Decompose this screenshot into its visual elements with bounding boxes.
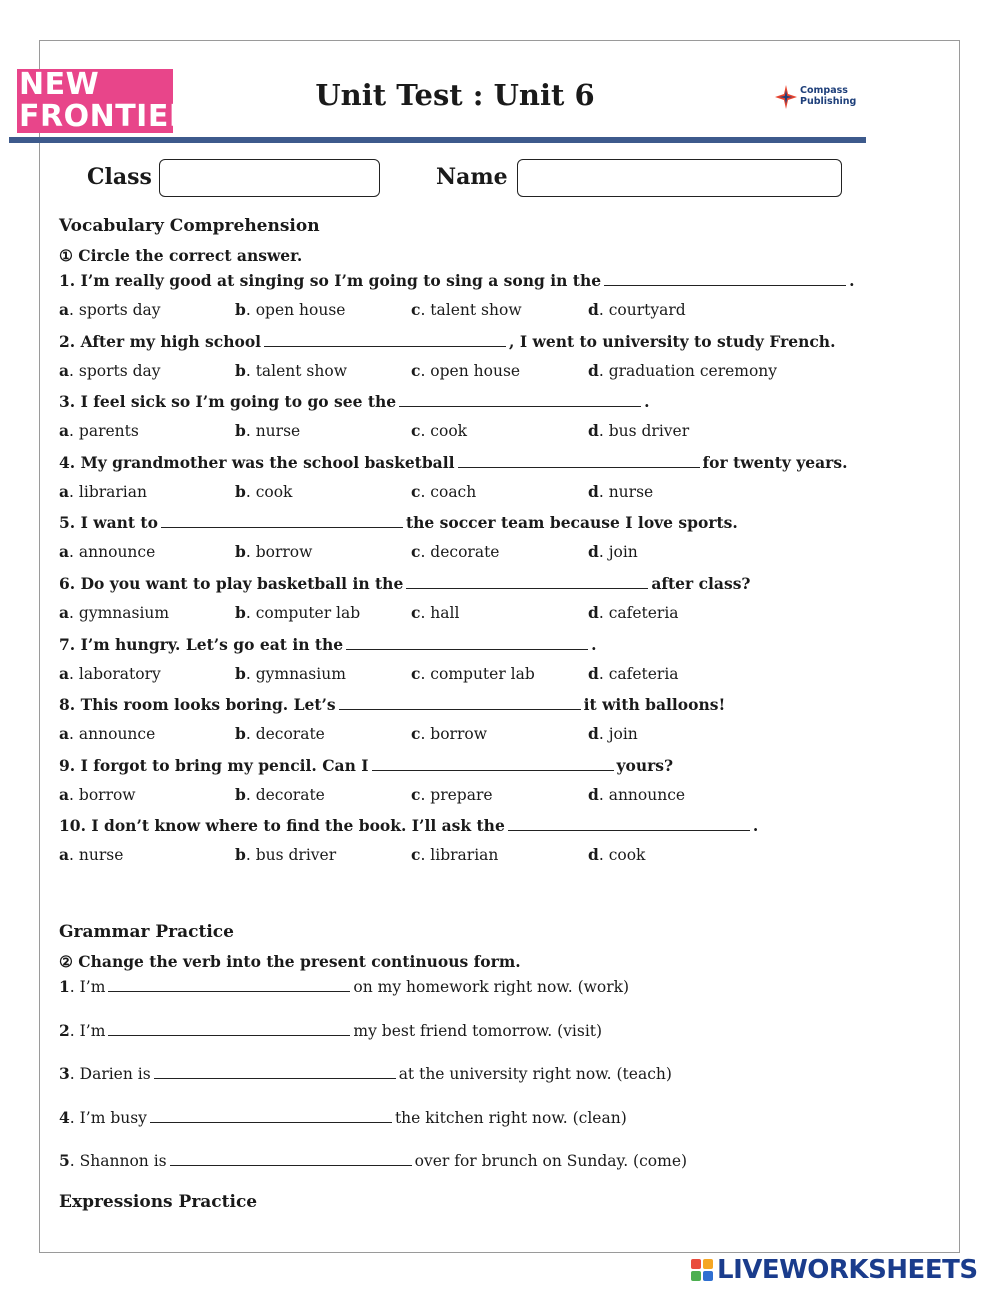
answer-blank[interactable] — [154, 1063, 396, 1079]
answer-blank[interactable] — [508, 815, 750, 831]
option-text: . gymnasium — [69, 604, 170, 622]
vocab-question — [59, 452, 847, 472]
answer-blank[interactable] — [604, 270, 846, 286]
option-letter: a — [59, 481, 70, 501]
option-letter: c — [411, 663, 421, 683]
answer-option[interactable] — [411, 542, 499, 561]
option-letter: c — [411, 542, 421, 562]
option-text: . join — [598, 725, 638, 744]
answer-option[interactable] — [59, 542, 155, 561]
question-text-end: . — [752, 816, 759, 836]
compass-star-icon — [774, 84, 798, 110]
option-letter: b — [235, 724, 246, 744]
option-letter: c — [411, 603, 421, 622]
logo-tile — [703, 1271, 713, 1281]
option-letter: a — [59, 360, 70, 380]
item-number: 3 — [59, 1064, 70, 1083]
answer-option[interactable] — [235, 724, 325, 743]
question-text-end: it with balloons! — [583, 695, 726, 715]
vocab-question — [59, 391, 650, 411]
answer-option[interactable] — [588, 482, 653, 501]
name-label: Name — [436, 164, 508, 190]
option-text: . nurse — [69, 846, 124, 865]
answer-option[interactable] — [235, 421, 300, 440]
option-text: . computer lab — [245, 604, 361, 622]
option-letter: a — [59, 845, 70, 865]
option-letter: d — [588, 300, 599, 319]
answer-option[interactable] — [588, 542, 638, 561]
answer-option[interactable] — [588, 724, 638, 743]
item-text: . I’m busy — [69, 1108, 147, 1127]
question-text-end: . — [849, 271, 855, 290]
grammar-item — [59, 976, 629, 996]
vocab-question — [59, 512, 738, 532]
question-text: 10. I don’t know where to find the book. I’ll ask the — [59, 816, 505, 836]
question-text-end: yours? — [616, 755, 674, 775]
option-letter: b — [235, 663, 246, 683]
answer-blank[interactable] — [161, 512, 403, 528]
option-text: . announce — [69, 725, 156, 744]
item-text: . I’m — [69, 978, 106, 996]
option-text: . cafeteria — [598, 604, 679, 622]
answer-option[interactable] — [588, 361, 777, 380]
answer-option[interactable] — [588, 785, 685, 804]
question-text: 1. I’m really good at singing so I’m going to sing a song in the — [59, 271, 602, 290]
item-number: 1 — [59, 977, 70, 996]
answer-option[interactable] — [59, 785, 136, 804]
publisher-line-1: Compass — [800, 85, 848, 96]
option-letter: a — [59, 542, 70, 562]
option-text: . gymnasium — [245, 664, 346, 683]
vocab-question — [59, 331, 835, 351]
brand-line-2: FRONTIERS — [19, 99, 215, 134]
grammar-item — [59, 1063, 672, 1083]
option-text: . announce — [69, 543, 156, 562]
liveworksheets-grid-icon — [691, 1259, 713, 1281]
answer-blank[interactable] — [458, 452, 700, 468]
option-letter: c — [411, 421, 421, 441]
option-text: . cafeteria — [598, 664, 679, 683]
answer-option[interactable] — [411, 300, 522, 319]
option-text: . borrow — [69, 785, 136, 804]
question-text: 3. I feel sick so I’m going to go see the — [59, 392, 397, 412]
question-text: 6. Do you want to play basketball in the — [59, 574, 404, 593]
answer-option[interactable] — [411, 421, 467, 440]
option-letter: d — [588, 421, 599, 441]
answer-option[interactable] — [235, 845, 336, 864]
vocab-question — [59, 815, 758, 835]
answer-blank[interactable] — [150, 1107, 392, 1123]
option-text: . computer lab — [420, 664, 535, 683]
option-text: . librarian — [69, 482, 147, 501]
answer-blank[interactable] — [346, 634, 588, 650]
option-text: . sports day — [69, 301, 161, 319]
answer-option[interactable] — [588, 845, 645, 864]
option-text: . cook — [420, 422, 468, 441]
publisher-line-2: Publishing — [800, 96, 857, 107]
option-letter: b — [235, 360, 246, 380]
option-text: . talent show — [420, 301, 522, 319]
item-number: 5 — [59, 1151, 70, 1170]
option-text: . hall — [420, 604, 460, 622]
item-text-end: over for brunch on Sunday. (come) — [414, 1152, 688, 1170]
answer-blank[interactable] — [399, 391, 641, 407]
option-text: . nurse — [245, 422, 301, 441]
new-frontiers-logo — [17, 67, 215, 134]
question-text: 5. I want to — [59, 513, 158, 533]
option-letter: d — [588, 724, 599, 744]
question-text-end: after class? — [651, 574, 751, 593]
answer-option[interactable] — [411, 664, 535, 683]
option-text: . join — [598, 543, 638, 562]
answer-option[interactable] — [588, 603, 679, 622]
grammar-heading: Grammar Practice — [59, 922, 234, 942]
option-letter: c — [411, 724, 421, 744]
option-letter: d — [588, 481, 599, 501]
item-text-end: at the university right now. (teach) — [398, 1065, 672, 1083]
liveworksheets-wordmark: LIVEWORKSHEETS — [717, 1255, 978, 1285]
answer-option[interactable] — [411, 724, 487, 743]
vocab-heading: Vocabulary Comprehension — [59, 216, 320, 236]
option-letter: a — [59, 300, 70, 319]
option-text: . bus driver — [598, 422, 690, 441]
brand-line-1: NEW — [19, 67, 100, 102]
answer-option[interactable] — [588, 300, 686, 319]
logo-tile — [703, 1259, 713, 1269]
option-text: . coach — [420, 482, 477, 501]
option-letter: b — [235, 845, 246, 865]
vocab-instruction: ① Circle the correct answer. — [59, 246, 303, 265]
option-letter: b — [235, 481, 246, 501]
class-input[interactable] — [159, 159, 380, 197]
item-number: 4 — [59, 1107, 70, 1127]
answer-option[interactable] — [588, 421, 689, 440]
option-text: . laboratory — [69, 664, 161, 683]
question-text-end: for twenty years. — [702, 452, 848, 472]
answer-blank[interactable] — [339, 694, 581, 710]
question-text: 9. I forgot to bring my pencil. Can I — [59, 755, 369, 775]
option-text: . decorate — [245, 725, 325, 744]
vocab-question — [59, 694, 725, 714]
option-text: . cook — [598, 846, 646, 865]
name-input[interactable] — [517, 159, 842, 197]
option-text: . nurse — [598, 482, 654, 501]
page-title: Unit Test : Unit 6 — [315, 78, 595, 112]
grammar-item — [59, 1107, 627, 1127]
option-letter: d — [588, 784, 599, 804]
option-letter: c — [411, 360, 421, 380]
answer-option[interactable] — [411, 845, 498, 864]
option-letter: a — [59, 724, 70, 744]
option-text: . talent show — [245, 361, 347, 380]
question-text: 4. My grandmother was the school basketball — [59, 452, 455, 472]
logo-tile — [691, 1271, 701, 1281]
grammar-instruction: ② Change the verb into the present continuous form. — [59, 952, 521, 971]
answer-option[interactable] — [411, 785, 493, 804]
question-text: 8. This room looks boring. Let’s — [59, 695, 336, 715]
answer-blank[interactable] — [108, 976, 350, 992]
option-letter: c — [411, 481, 421, 501]
option-text: . borrow — [420, 725, 487, 744]
answer-blank[interactable] — [108, 1020, 350, 1036]
option-letter: d — [588, 663, 599, 683]
option-text: . graduation ceremony — [598, 361, 778, 380]
answer-option[interactable] — [59, 845, 123, 864]
answer-option[interactable] — [411, 603, 459, 622]
logo-tile — [691, 1259, 701, 1269]
option-text: . bus driver — [245, 846, 337, 865]
option-letter: a — [59, 784, 70, 804]
answer-option[interactable] — [59, 361, 161, 380]
answer-blank[interactable] — [406, 573, 648, 589]
answer-blank[interactable] — [264, 331, 506, 347]
option-text: . prepare — [420, 785, 493, 804]
item-number: 2 — [59, 1020, 70, 1040]
answer-option[interactable] — [59, 482, 147, 501]
vocab-question — [59, 634, 597, 654]
option-text: . parents — [69, 422, 139, 441]
answer-option[interactable] — [59, 300, 161, 319]
answer-blank[interactable] — [372, 755, 614, 771]
answer-option[interactable] — [59, 421, 139, 440]
answer-option[interactable] — [235, 785, 325, 804]
answer-option[interactable] — [235, 300, 345, 319]
item-text: . Shannon is — [69, 1152, 167, 1170]
question-text: 7. I’m hungry. Let’s go eat in the — [59, 634, 344, 654]
question-text-end: . — [644, 392, 650, 412]
option-letter: a — [59, 663, 70, 683]
option-text: . decorate — [245, 785, 325, 804]
option-letter: d — [588, 845, 599, 865]
answer-option[interactable] — [59, 664, 161, 683]
option-letter: c — [411, 300, 421, 319]
option-letter: d — [588, 542, 599, 562]
question-text-end: the soccer team because I love sports. — [405, 513, 738, 533]
question-text-end: . — [591, 634, 597, 654]
item-text: . Darien is — [69, 1065, 151, 1083]
question-text-end: , I went to university to study French. — [509, 331, 836, 351]
answer-option[interactable] — [411, 482, 476, 501]
answer-option[interactable] — [588, 664, 679, 683]
answer-option[interactable] — [235, 603, 360, 622]
option-text: . announce — [598, 785, 686, 804]
option-text: . decorate — [420, 543, 500, 562]
option-letter: d — [588, 360, 599, 380]
answer-option[interactable] — [235, 482, 292, 501]
option-letter: c — [411, 784, 421, 804]
option-text: . courtyard — [598, 301, 686, 319]
option-text: . cook — [245, 482, 293, 501]
answer-option[interactable] — [411, 361, 520, 380]
class-label: Class — [87, 164, 152, 190]
answer-option[interactable] — [235, 542, 312, 561]
item-text-end: the kitchen right now. (clean) — [394, 1108, 627, 1127]
answer-option[interactable] — [235, 361, 347, 380]
option-text: . open house — [420, 361, 521, 380]
option-text: . librarian — [420, 846, 499, 865]
grammar-item — [59, 1150, 687, 1170]
grammar-item — [59, 1020, 602, 1040]
vocab-question — [59, 573, 751, 593]
option-text: . open house — [245, 301, 346, 319]
option-letter: c — [411, 845, 421, 865]
option-letter: a — [59, 603, 70, 622]
option-letter: b — [235, 603, 246, 622]
option-letter: b — [235, 421, 246, 441]
option-letter: b — [235, 300, 246, 319]
header-divider — [9, 137, 866, 143]
question-text: 2. After my high school — [59, 331, 262, 351]
option-letter: a — [59, 421, 70, 441]
option-letter: b — [235, 784, 246, 804]
expressions-heading: Expressions Practice — [59, 1192, 258, 1212]
option-letter: d — [588, 603, 599, 622]
item-text-end: my best friend tomorrow. (visit) — [353, 1021, 603, 1040]
option-letter: b — [235, 542, 246, 562]
option-text: . sports day — [69, 361, 161, 380]
vocab-question — [59, 270, 854, 290]
answer-option[interactable] — [59, 724, 155, 743]
answer-option[interactable] — [59, 603, 169, 622]
vocab-question — [59, 755, 673, 775]
item-text-end: on my homework right now. (work) — [353, 978, 630, 996]
answer-blank[interactable] — [170, 1150, 412, 1166]
item-text: . I’m — [69, 1021, 106, 1040]
answer-option[interactable] — [235, 664, 346, 683]
option-text: . borrow — [245, 543, 313, 562]
